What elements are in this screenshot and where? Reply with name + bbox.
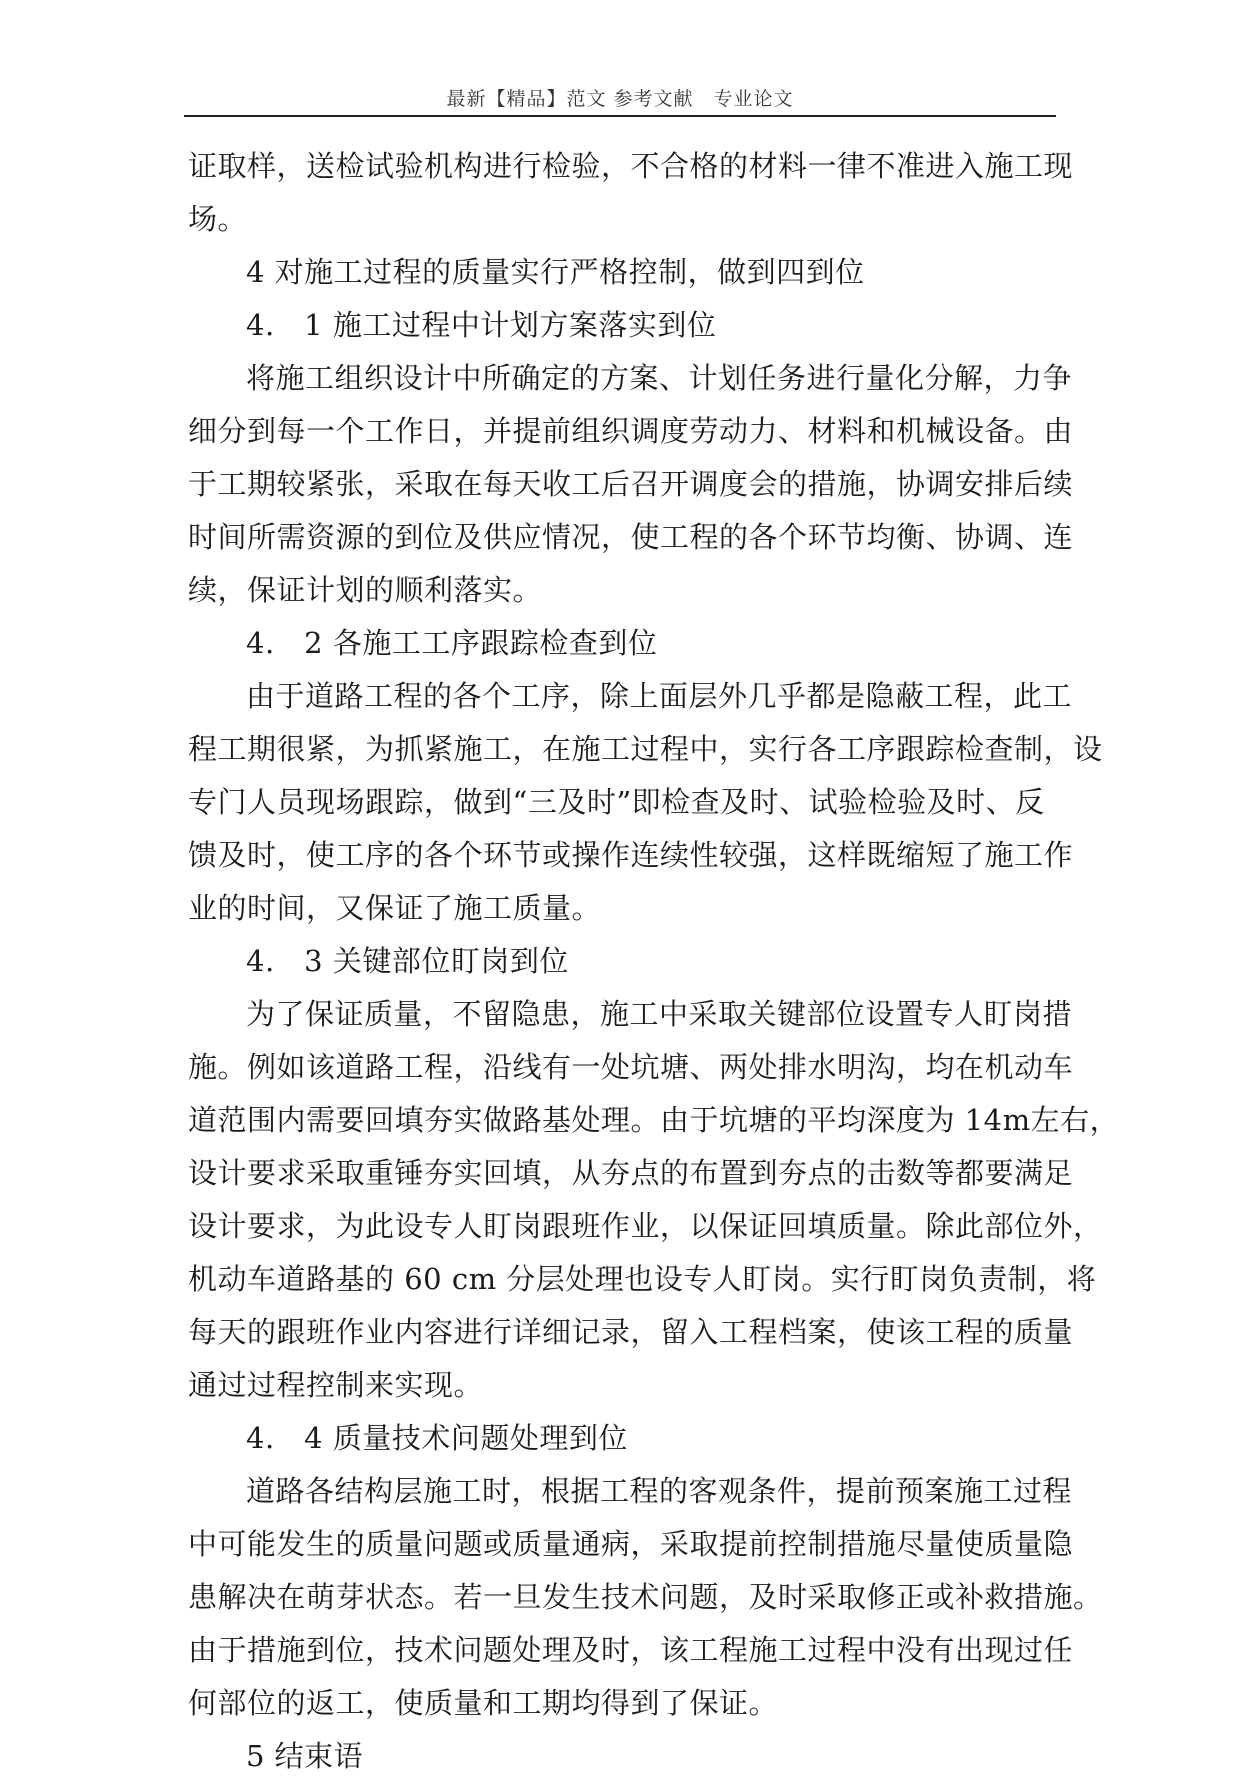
text-line: 为了保证质量，不留隐患，施工中采取关键部位设置专人盯岗措: [246, 997, 1073, 1031]
text-line: 细分到每一个工作日，并提前组织调度劳动力、材料和机械设备。由: [188, 414, 1074, 448]
text-line: 4. 4 质量技术问题处理到位: [246, 1421, 628, 1455]
text-line: 机动车道路基的 60 cm 分层处理也设专人盯岗。实行盯岗负责制，将: [188, 1262, 1097, 1296]
text-line: 续，保证计划的顺利落实。: [188, 573, 543, 607]
text-line: 将施工组织设计中所确定的方案、计划任务进行量化分解，力争: [246, 361, 1073, 395]
text-line: 4. 2 各施工工序跟踪检查到位: [246, 626, 658, 660]
text-line: 4. 3 关键部位盯岗到位: [246, 944, 569, 978]
text-line: 于工期较紧张，采取在每天收工后召开调度会的措施，协调安排后续: [188, 467, 1074, 501]
text-line: 设计要求采取重锤夯实回填，从夯点的布置到夯点的击数等都要满足: [188, 1156, 1074, 1190]
text-line: 业的时间，又保证了施工质量。: [188, 891, 602, 925]
text-line: 5 结束语: [246, 1739, 364, 1773]
text-line: 由于道路工程的各个工序，除上面层外几乎都是隐蔽工程，此工: [246, 679, 1073, 713]
text-line: 道路各结构层施工时，根据工程的客观条件，提前预案施工过程: [246, 1474, 1073, 1508]
text-line: 中可能发生的质量问题或质量通病，采取提前控制措施尽量使质量隐: [188, 1527, 1074, 1561]
page-header: 最新【精品】范文 参考文献 专业论文: [446, 88, 794, 110]
text-line: 由于措施到位，技术问题处理及时，该工程施工过程中没有出现过任: [188, 1633, 1074, 1667]
text-line: 设计要求，为此设专人盯岗跟班作业，以保证回填质量。除此部位外，: [188, 1209, 1103, 1243]
text-line: 4. 1 施工过程中计划方案落实到位: [246, 308, 717, 342]
text-line: 4 对施工过程的质量实行严格控制，做到四到位: [246, 255, 865, 289]
text-line: 每天的跟班作业内容进行详细记录，留入工程档案，使该工程的质量: [188, 1315, 1074, 1349]
text-line: 证取样，送检试验机构进行检验，不合格的材料一律不准进入施工现: [188, 149, 1074, 183]
text-line: 专门人员现场跟踪，做到“三及时”即检查及时、试验检验及时、反: [188, 785, 1045, 819]
text-line: 道范围内需要回填夯实做路基处理。由于坑塘的平均深度为 14m左右，: [188, 1103, 1120, 1137]
header-divider: [184, 115, 1056, 117]
document-body: [188, 140, 1120, 1783]
text-line: 患解决在萌芽状态。若一旦发生技术问题，及时采取修正或补救措施。: [188, 1580, 1103, 1614]
text-line: 何部位的返工，使质量和工期均得到了保证。: [188, 1686, 779, 1720]
text-line: 通过过程控制来实现。: [188, 1368, 484, 1402]
text-line: 施。例如该道路工程，沿线有一处坑塘、两处排水明沟，均在机动车: [188, 1050, 1074, 1084]
text-line: 馈及时，使工序的各个环节或操作连续性较强，这样既缩短了施工作: [188, 838, 1074, 872]
text-line: 程工期很紧，为抓紧施工，在施工过程中，实行各工序跟踪检查制，设: [188, 732, 1103, 766]
text-line: 时间所需资源的到位及供应情况，使工程的各个环节均衡、协调、连: [188, 520, 1074, 554]
text-line: 场。: [188, 202, 248, 236]
